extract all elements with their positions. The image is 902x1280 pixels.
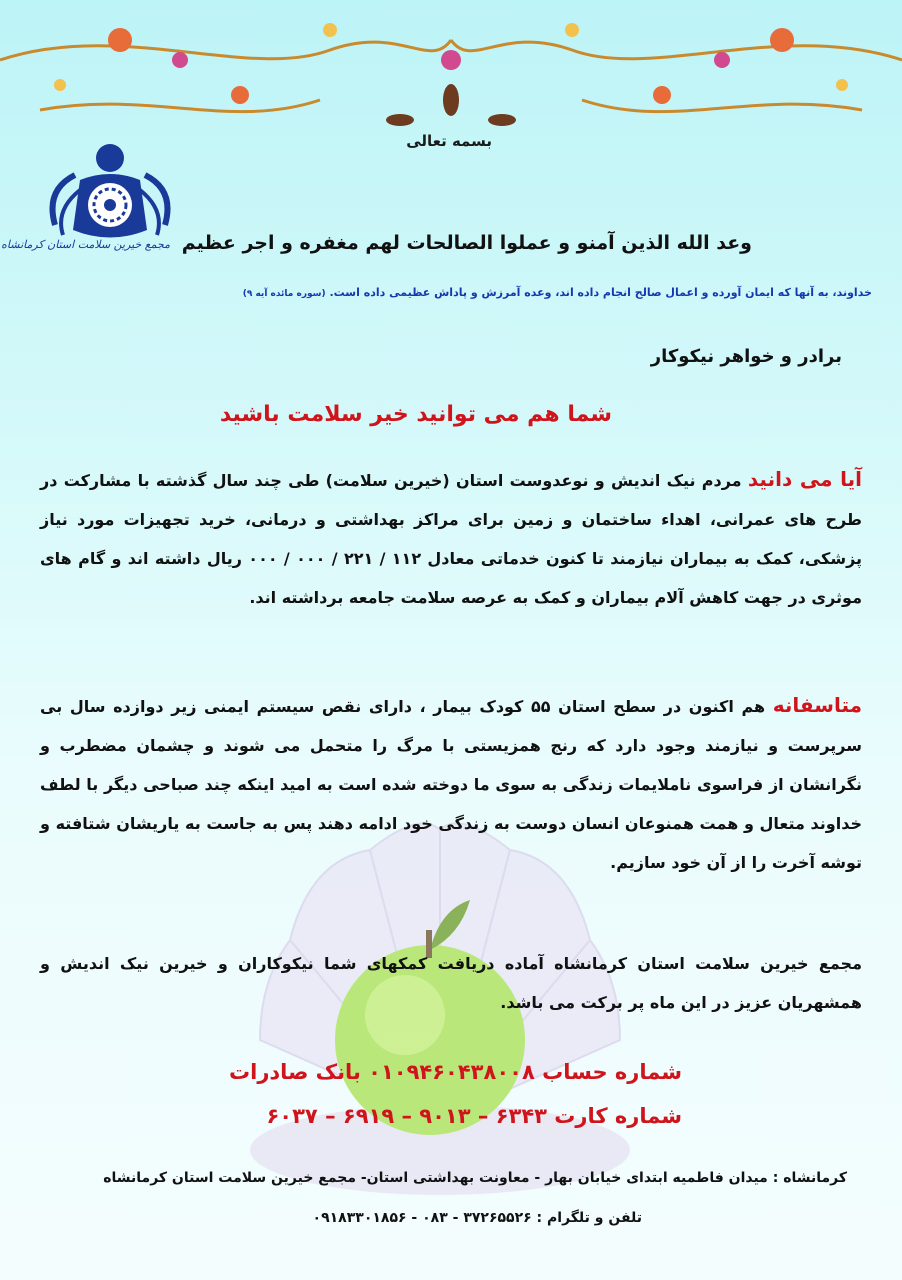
bank-account-number: شماره حساب ۰۱۰۹۴۶۰۴۳۸۰۰۸ بانک صادرات xyxy=(229,1060,682,1084)
phone-numbers: تلفن و تلگرام : ۳۷۲۶۵۵۲۶ - ۰۸۳ - ۰۹۱۸۳۳۰۱۸۵۶ xyxy=(312,1210,642,1226)
paragraph-lead: آیا می دانید xyxy=(747,467,863,491)
logo-caption: مجمع خیرین سلامت استان کرمانشاه xyxy=(1,238,170,251)
paragraph-text: مردم نیک اندیش و نوعدوست استان (خیرین سلامت) طی چند سال گذشته با مشارکت در طرح های عمرانی، اهداء ساختمان و زمین برای مراکز بهداشتی و درمانی، خرید تجهیزات مورد نیاز پزشکی، کمک به بیماران نیازمند تا کنون خدماتی معادل ۱۱۲ / ۲۲۱ / ۰۰۰ / ۰۰۰ ریال داشته اند و گام های موثری در جهت کاهش آلام بیماران و کمک به عرصه سلامت جامعه برداشته اند. xyxy=(40,471,863,607)
headline: شما هم می توانید خیر سلامت باشید xyxy=(219,402,612,427)
paragraph-call-to-action xyxy=(40,944,862,1022)
greeting: برادر و خواهر نیکوکار xyxy=(650,346,842,367)
verse-translation xyxy=(243,286,872,299)
floral-ornament-header xyxy=(0,0,902,150)
paragraph-lead: متاسفانه xyxy=(772,693,863,717)
address: کرمانشاه : میدان فاطمیه ابتدای خیابان بهار - معاونت بهداشتی استان- مجمع خیرین سلامت استان کرمانشاه xyxy=(103,1170,847,1186)
paragraph-did-you-know xyxy=(40,460,862,617)
bismillah: بسمه تعالی xyxy=(406,132,492,150)
verse-reference: (سوره مائده آیه ۹) xyxy=(242,289,326,299)
paragraph-unfortunately xyxy=(40,686,862,882)
paragraph-text: مجمع خیرین سلامت استان کرمانشاه آماده دریافت کمکهای شما نیکوکاران و خیرین نیک اندیش و همشهریان عزیز در این ماه پر برکت می باشد. xyxy=(40,954,862,1012)
bank-card-number: شماره کارت ۶۳۴۳ – ۹۰۱۳ – ۶۹۱۹ – ۶۰۳۷ xyxy=(266,1104,682,1128)
quran-verse: وعد الله الذین آمنو و عملوا الصالحات لهم مغفره و اجر عظیم xyxy=(181,232,752,254)
translation-text: خداوند، به آنها که ایمان آورده و اعمال صالح انجام داده اند، وعده آمرزش و پاداش عظیمی داده است. xyxy=(329,286,872,299)
paragraph-text: هم اکنون در سطح استان ۵۵ کودک بیمار ، دارای نقص سیستم ایمنی زیر دوازده سال بی سرپرست و نیازمند وجود دارد که رنج همزیستی با مرگ را متحمل می شوند و چشمان مضطرب و نگرانشان از فراسوی ناملایمات زندگی به سوی ما دوخته شده است به امید اینکه چند صباحی دیگر با لطف خداوند متعال و همت همنوعان انسان دوست به زندگی خود ادامه دهند پس به جاست به یاریشان شتافته و توشه آخرت را از آن خود سازیم. xyxy=(40,697,862,872)
